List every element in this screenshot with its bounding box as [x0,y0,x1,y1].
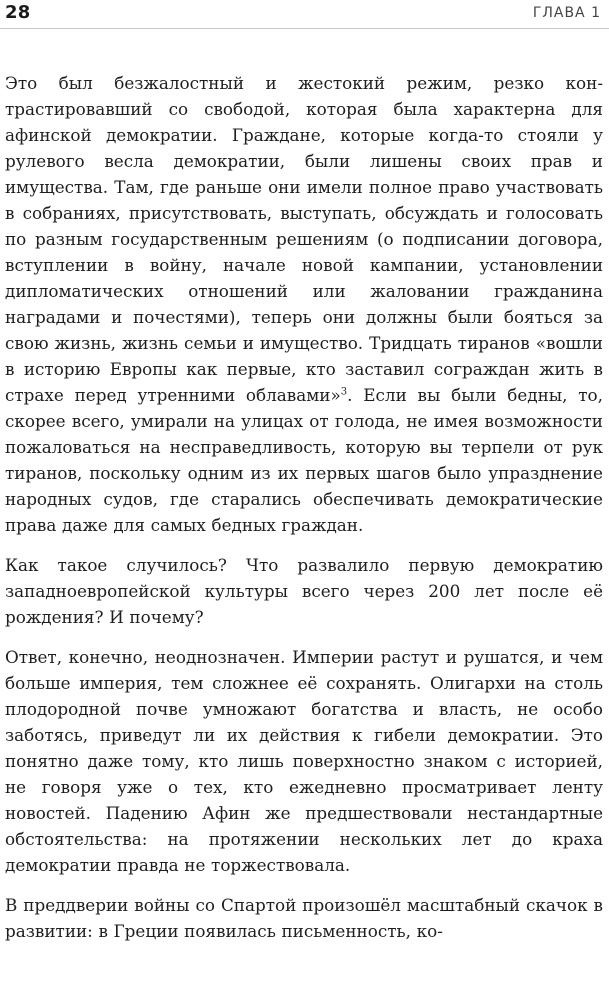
page-number: 28 [5,2,31,23]
paragraph-3: Ответ, конечно, неоднозначен. Империи растут и рушатся, и чем больше империя, тем сложнее её сохранять. Олигархи на столь плодородной почве умножают богатства и власть, не особо заботясь, приведут ли их действия к гибели демократии. Это понятно даже тому, кто лишь поверхностно знаком с историей, не говоря уже о тех, кто ежедневно просматривает ленту новостей. Падению Афин же предшествовали нестандартные обстоятельства: на протяжении нескольких лет до краха демократии правда не торжествовала. [5,647,603,875]
paragraph-1-text-after: . Если вы были бедны, то, скорее всего, умирали на улицах от голода, не имея возможности пожаловаться на несправедливость, которую вы терпели от рук тиранов, поскольку одним из их первых шагов было упразднение народных судов, где старались обеспечивать демократические права даже для самых бедных граждан. [5,385,603,535]
footnote-reference[interactable]: 3 [340,386,348,398]
paragraph-4: В преддверии войны со Спартой произошёл масштабный скачок в развитии: в Греции появилась письменность, ко- [5,895,603,941]
chapter-label: ГЛАВА 1 [532,5,601,21]
paragraph-2: Как такое случилось? Что развалило первую демократию западноевропейской культуры всего через 200 лет после её рождения? И почему? [5,555,603,627]
paragraph-1 [5,70,603,538]
body-text [5,70,603,944]
page-header [0,0,609,29]
paragraph-1-text-before: Это был безжалостный и жестокий режим, резко контрастировавший со свободой, которая была характерна для афинской демократии. Граждане, которые когда-то стояли у рулевого весла демократии, были лишены своих прав и имущества. Там, где раньше они имели полное право участвовать в собраниях, присутствовать, выступать, обсуждать и голосовать по разным государственным решениям (о подписании договора, вступлении в войну, начале новой кампании, установлении дипломатических отношений или жаловании гражданина наградами и почестями), теперь они должны были бояться за свою жизнь, жизнь семьи и имущество. Тридцать тиранов «вошли в историю Европы как первые, кто заставил сограждан жить в страхе перед утренними облавами» [5,73,603,405]
